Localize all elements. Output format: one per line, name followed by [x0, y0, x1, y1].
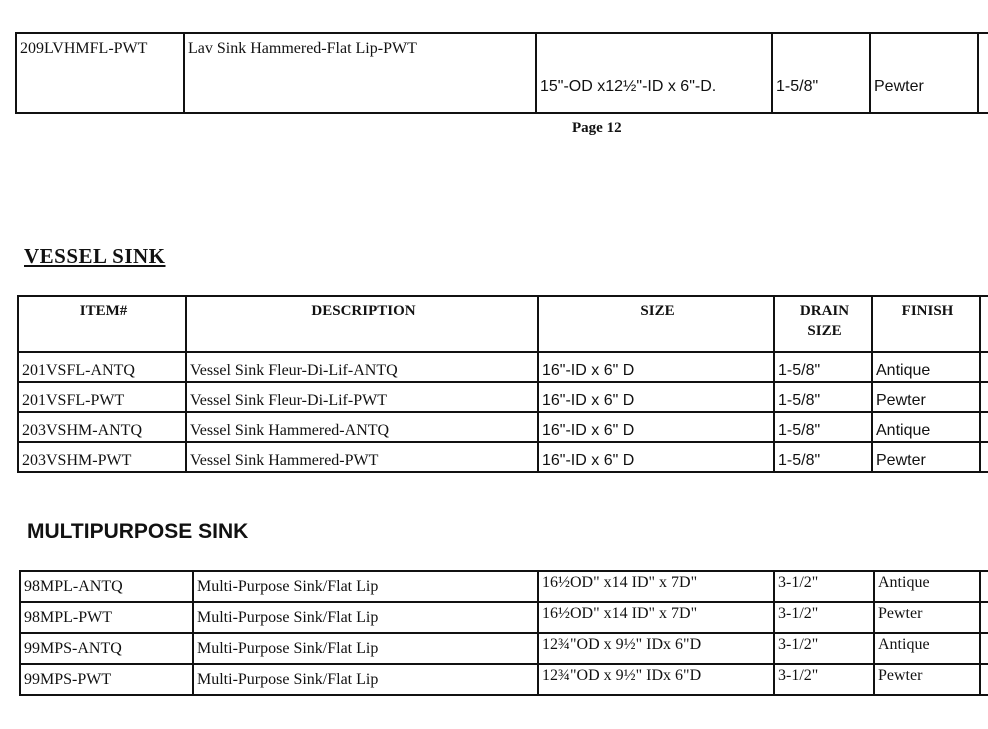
size-cell: 15"-OD x12½"-ID x 6"-D. — [536, 33, 772, 113]
size-cell: 12¾"OD x 9½" IDx 6"D — [538, 664, 774, 695]
column-header-description: DESCRIPTION — [186, 296, 538, 352]
item-number-cell: 203VSHM-PWT — [18, 442, 186, 472]
drain-header-line2: SIZE — [807, 323, 842, 339]
multipurpose-sink-heading: MULTIPURPOSE SINK — [27, 520, 249, 543]
item-number-cell: 209LVHMFL-PWT — [16, 33, 184, 113]
table-row — [20, 602, 988, 633]
truncated-cell — [980, 412, 988, 442]
column-header-size: SIZE — [538, 296, 774, 352]
column-header-item: ITEM# — [18, 296, 186, 352]
drain-size-cell: 1-5/8" — [774, 412, 872, 442]
drain-size-cell: 1-5/8" — [774, 442, 872, 472]
drain-header-line1: DRAIN — [799, 303, 850, 319]
size-cell: 16½OD" x14 ID" x 7D" — [538, 602, 774, 633]
page-number: Page 12 — [572, 120, 622, 136]
item-number-cell: 99MPS-PWT — [20, 664, 193, 695]
column-header-drain-size — [774, 296, 872, 352]
drain-size-cell: 3-1/2" — [774, 633, 874, 664]
table-row — [18, 442, 988, 472]
drain-size-cell: 3-1/2" — [774, 571, 874, 602]
description-cell: Multi-Purpose Sink/Flat Lip — [193, 602, 538, 633]
table-row — [18, 382, 988, 412]
size-cell: 12¾"OD x 9½" IDx 6"D — [538, 633, 774, 664]
description-cell: Vessel Sink Fleur-Di-Lif-ANTQ — [186, 352, 538, 382]
finish-cell: Pewter — [874, 602, 980, 633]
description-cell: Vessel Sink Hammered-ANTQ — [186, 412, 538, 442]
truncated-cell — [980, 352, 988, 382]
drain-size-cell: 3-1/2" — [774, 602, 874, 633]
item-number-cell: 98MPL-ANTQ — [20, 571, 193, 602]
item-number-cell: 99MPS-ANTQ — [20, 633, 193, 664]
drain-size-cell: 1-5/8" — [774, 382, 872, 412]
finish-cell: Antique — [874, 571, 980, 602]
previous-page-table — [15, 32, 988, 114]
vessel-sink-heading: VESSEL SINK — [24, 244, 166, 268]
vessel-sink-table — [17, 295, 988, 473]
table-row — [20, 571, 988, 602]
description-cell: Vessel Sink Fleur-Di-Lif-PWT — [186, 382, 538, 412]
finish-cell: Pewter — [874, 664, 980, 695]
finish-cell: Pewter — [870, 33, 978, 113]
item-number-cell: 201VSFL-PWT — [18, 382, 186, 412]
table-row — [16, 33, 988, 113]
item-number-cell: 203VSHM-ANTQ — [18, 412, 186, 442]
drain-size-cell: 1-5/8" — [772, 33, 870, 113]
truncated-cell — [980, 296, 988, 352]
size-cell: 16"-ID x 6" D — [538, 352, 774, 382]
table-row — [20, 633, 988, 664]
description-cell: Multi-Purpose Sink/Flat Lip — [193, 664, 538, 695]
multipurpose-sink-table — [19, 570, 988, 696]
finish-cell: Antique — [872, 412, 980, 442]
description-cell: Lav Sink Hammered-Flat Lip-PWT — [184, 33, 536, 113]
item-number-cell: 98MPL-PWT — [20, 602, 193, 633]
size-cell: 16"-ID x 6" D — [538, 382, 774, 412]
truncated-cell — [980, 571, 988, 602]
column-header-finish: FINISH — [872, 296, 980, 352]
truncated-cell — [980, 664, 988, 695]
finish-cell: Pewter — [872, 442, 980, 472]
size-cell: 16½OD" x14 ID" x 7D" — [538, 571, 774, 602]
drain-size-cell: 1-5/8" — [774, 352, 872, 382]
truncated-cell — [980, 382, 988, 412]
finish-cell: Pewter — [872, 382, 980, 412]
size-cell: 16"-ID x 6" D — [538, 412, 774, 442]
finish-cell: Antique — [872, 352, 980, 382]
table-row — [18, 352, 988, 382]
description-cell: Vessel Sink Hammered-PWT — [186, 442, 538, 472]
size-cell: 16"-ID x 6" D — [538, 442, 774, 472]
truncated-cell — [980, 602, 988, 633]
finish-cell: Antique — [874, 633, 980, 664]
description-cell: Multi-Purpose Sink/Flat Lip — [193, 633, 538, 664]
truncated-cell — [980, 442, 988, 472]
truncated-cell — [980, 633, 988, 664]
drain-size-cell: 3-1/2" — [774, 664, 874, 695]
table-row — [20, 664, 988, 695]
truncated-cell — [978, 33, 988, 113]
table-header-row — [18, 296, 988, 352]
table-row — [18, 412, 988, 442]
description-cell: Multi-Purpose Sink/Flat Lip — [193, 571, 538, 602]
item-number-cell: 201VSFL-ANTQ — [18, 352, 186, 382]
